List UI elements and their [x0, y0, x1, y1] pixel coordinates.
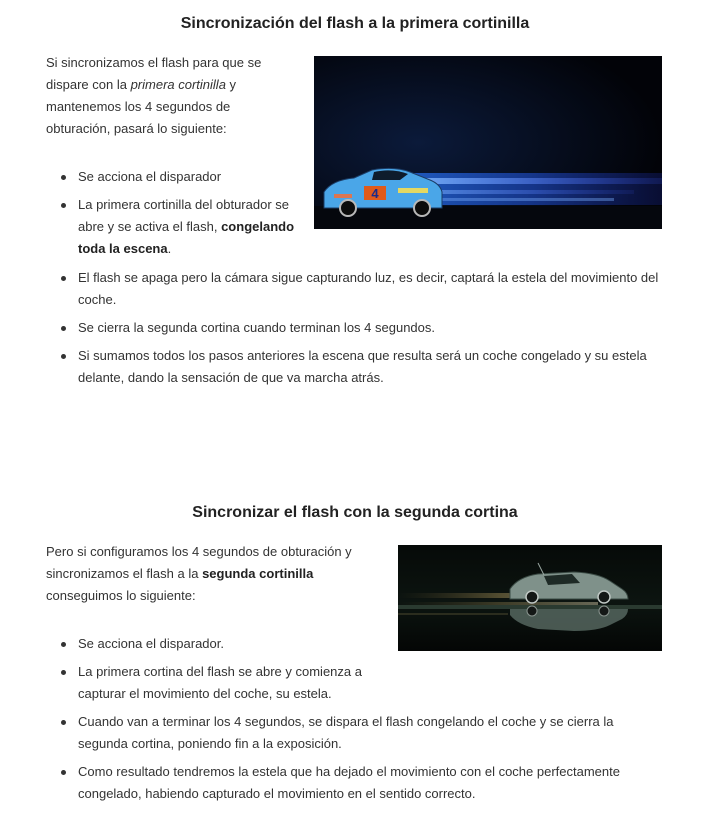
list-item: Como resultado tendremos la estela que ha dejado el movimiento con el coche perfectamente congelado, habiendo capturado el movimiento en el sentido correcto. — [46, 761, 666, 805]
section2-heading: Sincronizar el flash con la segunda cortina — [192, 504, 518, 521]
list-item: Se acciona el disparador — [46, 166, 296, 188]
section2-bullets-bottom — [46, 711, 666, 811]
section2-intro: Pero si configuramos los 4 segundos de obturación y sincronizamos el flash a la segunda cortinilla conseguimos lo siguiente: — [46, 544, 352, 603]
first-curtain-sync-photo — [314, 56, 662, 229]
list-item: Se cierra la segunda cortina cuando terminan los 4 segundos. — [46, 317, 666, 339]
list-item: La primera cortinilla del obturador se abre y se activa el flash, congelando toda la escena. — [46, 194, 296, 260]
emphasis-segunda-cortinilla: segunda cortinilla — [202, 566, 314, 581]
second-curtain-sync-photo — [398, 545, 662, 651]
list-item: La primera cortina del flash se abre y comienza a capturar el movimiento del coche, su estela. — [46, 661, 366, 705]
section1-heading: Sincronización del flash a la primera cortinilla — [180, 15, 530, 32]
list-item: Se acciona el disparador. — [46, 633, 366, 655]
emphasis-primera-cortinilla: primera cortinilla — [130, 77, 226, 92]
section1-intro: Si sincronizamos el flash para que se dispare con la primera cortinilla y mantenemos los 4 segundos de obturación, pasará lo siguiente: — [46, 55, 262, 136]
list-item: Cuando van a terminar los 4 segundos, se dispara el flash congelando el coche y se cierra la segunda cortina, poniendo fin a la exposición. — [46, 711, 666, 755]
list-item: El flash se apaga pero la cámara sigue capturando luz, es decir, captará la estela del movimiento del coche. — [46, 267, 666, 311]
list-item: Si sumamos todos los pasos anteriores la escena que resulta será un coche congelado y su estela delante, dando la sensación de que va marcha atrás. — [46, 345, 666, 389]
section2-bullets-top — [46, 633, 366, 711]
section1-bullets-bottom — [46, 267, 666, 395]
section1-bullets-top — [46, 166, 296, 266]
car-number-label: 4 — [371, 186, 379, 201]
